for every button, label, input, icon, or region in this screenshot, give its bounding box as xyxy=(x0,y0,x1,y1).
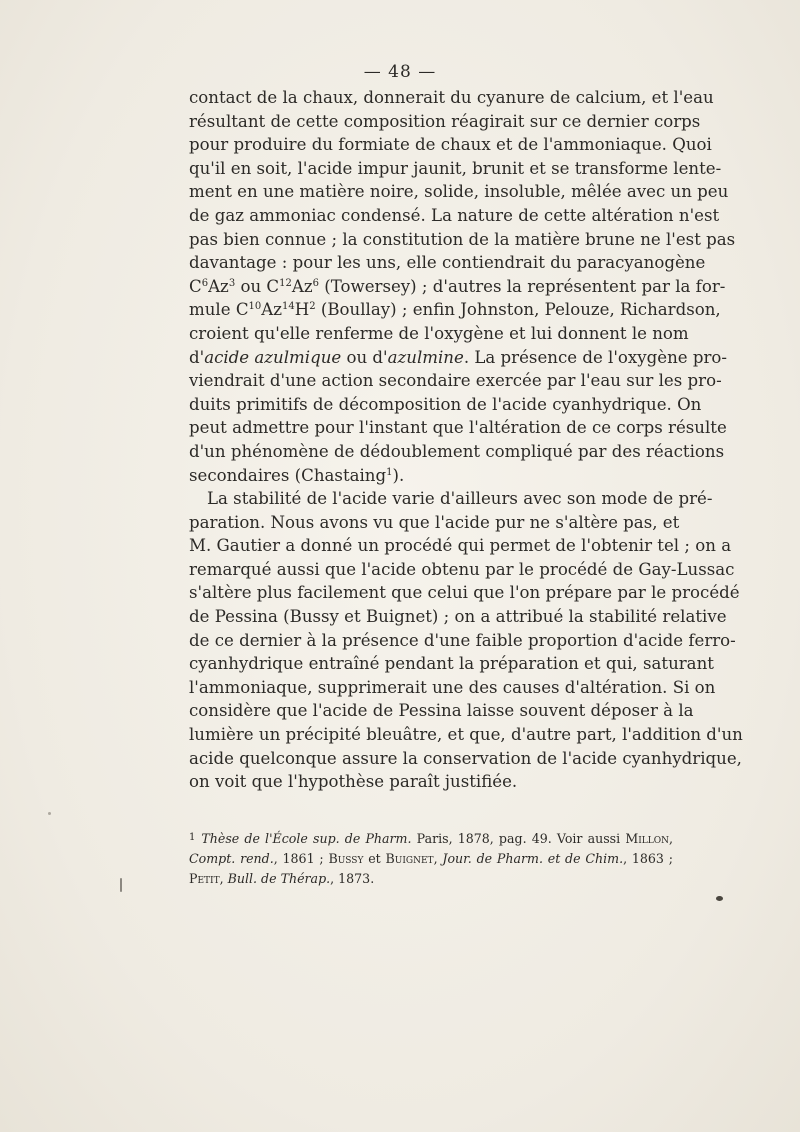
formula-subscript: 12 xyxy=(279,277,292,289)
text-line xyxy=(189,346,728,370)
text-line: considère que l'acide de Pessina laisse souvent déposer à la xyxy=(189,701,694,721)
text-line: contact de la chaux, donnerait du cyanure de calcium, et l'eau xyxy=(189,88,714,107)
text-line: paration. Nous avons vu que l'acide pur ne s'altère pas, et xyxy=(189,512,680,532)
citation-title: Compt. rend. xyxy=(189,851,274,866)
text-line: remarqué aussi que l'acide obtenu par le procédé de Gay-Lussac xyxy=(189,559,735,579)
text-line: La stabilité de l'acide varie d'ailleurs avec son mode de pré- xyxy=(207,489,713,509)
text-line-formula xyxy=(189,298,721,322)
text-fragment: , 1863 ; xyxy=(623,851,673,866)
footnote-mark: 1 xyxy=(189,832,196,843)
text-line: M. Gautier a donné un procédé qui permet de l'obtenir tel ; on a xyxy=(189,536,732,556)
ink-speck xyxy=(716,896,723,901)
footnote-reference[interactable]: 1 xyxy=(386,466,393,478)
text-line: résultant de cette composition réagirait sur ce dernier corps xyxy=(189,111,701,131)
formula-part: C xyxy=(189,276,202,296)
footnotes xyxy=(189,828,673,889)
text-line: cyanhydrique entraîné pendant la préparation et qui, saturant xyxy=(189,654,714,674)
text-line: de Pessina (Bussy et Buignet) ; on a attribué la stabilité relative xyxy=(189,607,727,627)
text-line: croient qu'elle renferme de l'oxygène et lui donnent le nom xyxy=(189,323,689,343)
text-line: d'un phénomène de dédoublement compliqué par des réactions xyxy=(189,441,725,461)
citation-title: Thèse de l'École sup. de Pharm. xyxy=(201,831,412,846)
text-line: s'altère plus facilement que celui que l'on prépare par le procédé xyxy=(189,583,740,603)
text-fragment: Paris, 1878, pag. 49. Voir aussi xyxy=(411,831,626,846)
text-line: de gaz ammoniac condensé. La nature de cette altération n'est xyxy=(189,205,720,225)
author-name: Millon xyxy=(625,831,669,846)
formula-part: Az xyxy=(291,276,313,296)
main-text xyxy=(189,86,743,794)
footnote-1 xyxy=(189,828,673,889)
formula-part: H xyxy=(294,300,310,320)
italic-term: acide azulmique xyxy=(204,347,342,367)
formula-subscript: 2 xyxy=(309,301,316,313)
footnote-line xyxy=(189,849,673,869)
formula-subscript: 14 xyxy=(282,301,295,313)
formula-part: Az xyxy=(261,300,282,320)
text-fragment: , xyxy=(669,831,674,846)
text-line: pour produire du formiate de chaux et de l'ammoniaque. Quoi xyxy=(189,135,712,155)
formula-part: C xyxy=(266,276,280,296)
author-name: Petit xyxy=(189,871,220,886)
text-fragment: , 1861 ; xyxy=(273,851,329,866)
author-name: Buignet xyxy=(385,851,434,866)
formula-boullay xyxy=(236,300,316,319)
text-fragment: , xyxy=(433,851,443,866)
citation-title: Bull. de Thérap. xyxy=(227,871,331,886)
page-number: — 48 — xyxy=(363,62,437,82)
text-fragment: secondaires (Chastaing xyxy=(189,465,387,485)
text-fragment: et xyxy=(363,851,386,866)
formula-subscript: 6 xyxy=(201,277,209,289)
text-line: acide quelconque assure la conservation de l'acide cyanhydrique, xyxy=(189,748,742,768)
formula-subscript: 3 xyxy=(228,277,236,289)
text-line: lumière un précipité bleuâtre, et que, d'autre part, l'addition d'un xyxy=(189,725,743,745)
italic-term: azulmine xyxy=(387,347,464,367)
author-name: Bussy xyxy=(328,851,364,866)
text-line: qu'il en soit, l'acide impur jaunit, brunit et se transforme lente- xyxy=(189,158,722,178)
text-fragment: , xyxy=(219,871,228,886)
text-fragment: (Towersey) ; d'autres la représentent par la for- xyxy=(318,276,726,296)
text-fragment: d' xyxy=(189,347,205,367)
text-line-formula xyxy=(189,275,726,299)
text-line: davantage : pour les uns, elle contiendrait du paracyanogène xyxy=(189,253,706,273)
text-fragment: ou d' xyxy=(341,347,388,367)
formula-part: C xyxy=(235,300,249,320)
paper-mark xyxy=(48,812,51,815)
text-fragment: ). xyxy=(392,465,405,485)
footnote-line xyxy=(189,869,673,889)
formula-subscript: 10 xyxy=(248,301,262,313)
formula-subscript: 6 xyxy=(312,277,319,289)
text-line: pas bien connue ; la constitution de la matière brune ne l'est pas xyxy=(189,229,736,249)
paragraph-1 xyxy=(189,86,736,487)
text-line: peut admettre pour l'instant que l'altération de ce corps résulte xyxy=(189,418,727,438)
paragraph-2 xyxy=(189,487,743,794)
text-fragment: mule xyxy=(189,300,236,320)
text-fragment: . La présence de l'oxygène pro- xyxy=(463,347,728,367)
text-line: l'ammoniaque, supprimerait une des causes d'altération. Si on xyxy=(189,677,716,697)
text-line: de ce dernier à la présence d'une faible proportion d'acide ferro- xyxy=(189,630,736,650)
text-fragment: , 1873. xyxy=(330,871,375,886)
formula-part: Az xyxy=(208,276,229,296)
citation-title: Jour. de Pharm. et de Chim. xyxy=(442,851,624,866)
text-line: viendrait d'une action secondaire exercée par l'eau sur les pro- xyxy=(189,371,722,391)
paper-mark xyxy=(120,878,122,892)
formula-paracyanogene xyxy=(189,277,235,296)
text-line xyxy=(189,464,673,488)
footnote-line xyxy=(189,828,673,849)
text-fragment: ou xyxy=(235,276,267,296)
text-line: ment en une matière noire, solide, insoluble, mêlée avec un peu xyxy=(189,182,729,202)
formula-paracyanogene-alt xyxy=(266,277,319,296)
text-line: on voit que l'hypothèse paraît justifiée. xyxy=(189,772,518,792)
text-line: duits primitifs de décomposition de l'acide cyanhydrique. On xyxy=(189,394,702,414)
text-fragment: (Boullay) ; enfin Johnston, Pelouze, Richardson, xyxy=(315,300,721,320)
